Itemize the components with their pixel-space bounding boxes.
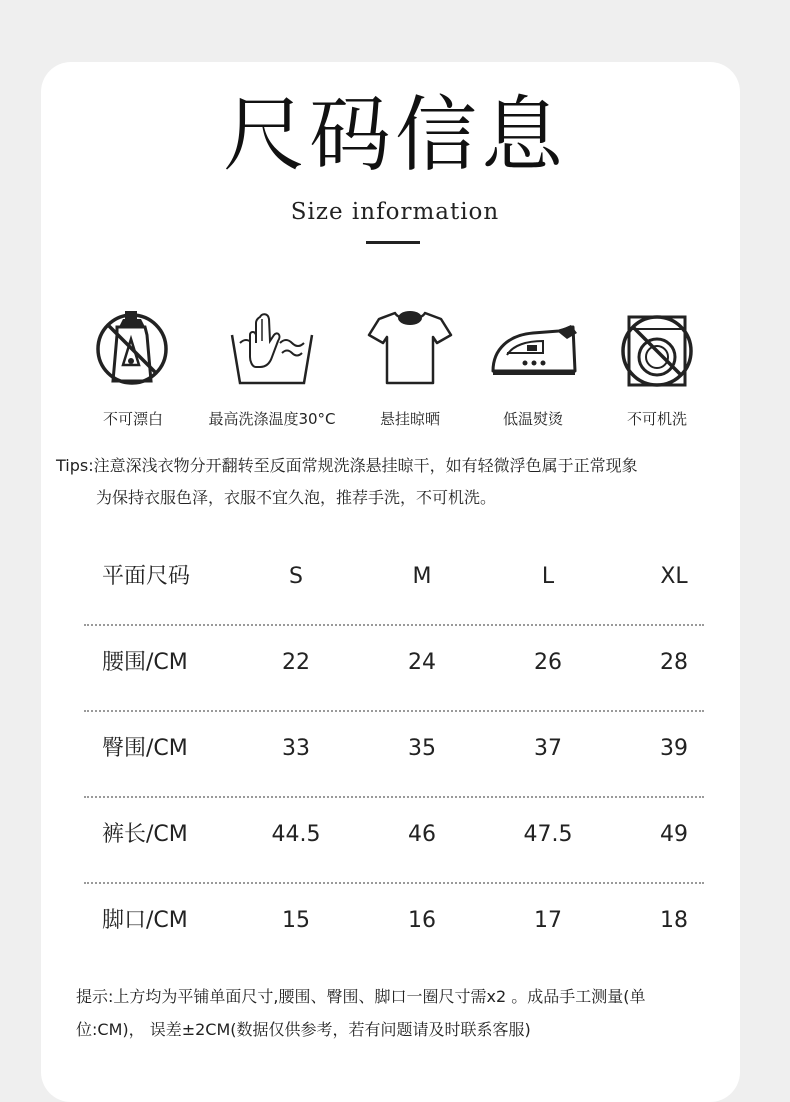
no-bleach-icon: [93, 305, 173, 391]
page-title: 尺码信息: [222, 88, 567, 183]
no-machine-wash-icon: [617, 305, 697, 391]
hang-dry-icon: [365, 305, 455, 391]
tips-line-2: 为保持衣服色泽，衣服不宜久泡，推荐手洗，不可机洗。: [96, 488, 497, 507]
care-item-no-bleach: [53, 305, 213, 428]
table-cell: 26: [534, 650, 562, 675]
table-row: [84, 798, 704, 884]
table-cell: 15: [282, 908, 310, 933]
row-label: 腰围/CM: [102, 650, 188, 675]
care-item-no-machine-wash: [577, 305, 737, 428]
table-cell: 35: [408, 736, 436, 761]
hand-wash-30-icon: [222, 305, 322, 391]
care-item-hand-wash: [192, 305, 352, 428]
table-cell: 39: [660, 736, 688, 761]
table-cell: 33: [282, 736, 310, 761]
table-cell: 37: [534, 736, 562, 761]
title-divider: [366, 241, 420, 244]
note-line-2: 位:CM)， 误差±2CM(数据仅供参考，若有问题请及时联系客服): [76, 1020, 531, 1039]
care-tips: [56, 450, 746, 514]
care-label: 悬挂晾晒: [379, 410, 440, 428]
low-temp-iron-icon: [483, 305, 583, 391]
table-cell: 22: [282, 650, 310, 675]
table-row: [84, 884, 704, 968]
note-line-1: 提示:上方均为平铺单面尺寸,腰围、臀围、脚口一圈尺寸需x2 。成品手工测量(单: [76, 987, 646, 1006]
table-cell: 16: [408, 908, 436, 933]
table-cell: 49: [660, 822, 688, 847]
table-row: [84, 626, 704, 712]
table-row: [84, 712, 704, 798]
table-cell: 44.5: [271, 822, 321, 847]
care-label: 低温熨烫: [502, 410, 563, 428]
header-cell: XL: [660, 564, 688, 589]
page-subtitle: Size information: [290, 199, 500, 225]
table-cell: 46: [408, 822, 436, 847]
care-label: 不可漂白: [102, 410, 163, 428]
row-label: 臀围/CM: [102, 736, 188, 761]
row-label: 裤长/CM: [102, 822, 188, 847]
table-cell: 47.5: [523, 822, 573, 847]
care-label: 不可机洗: [626, 410, 687, 428]
measurement-note: [76, 980, 726, 1046]
header-cell: L: [541, 564, 555, 589]
header-cell: M: [412, 564, 432, 589]
tips-line-1: Tips:注意深浅衣物分开翻转至反面常规洗涤悬挂晾干，如有轻微浮色属于正常现象: [56, 456, 638, 475]
table-header-row: [84, 540, 704, 626]
header-cell: 平面尺码: [102, 564, 191, 589]
care-label: 最高洗涤温度30°C: [208, 410, 336, 428]
header-cell: S: [289, 564, 303, 589]
table-cell: 24: [408, 650, 436, 675]
table-cell: 18: [660, 908, 688, 933]
table-cell: 17: [534, 908, 562, 933]
size-table: [84, 540, 704, 968]
table-cell: 28: [660, 650, 688, 675]
row-label: 脚口/CM: [102, 908, 188, 933]
